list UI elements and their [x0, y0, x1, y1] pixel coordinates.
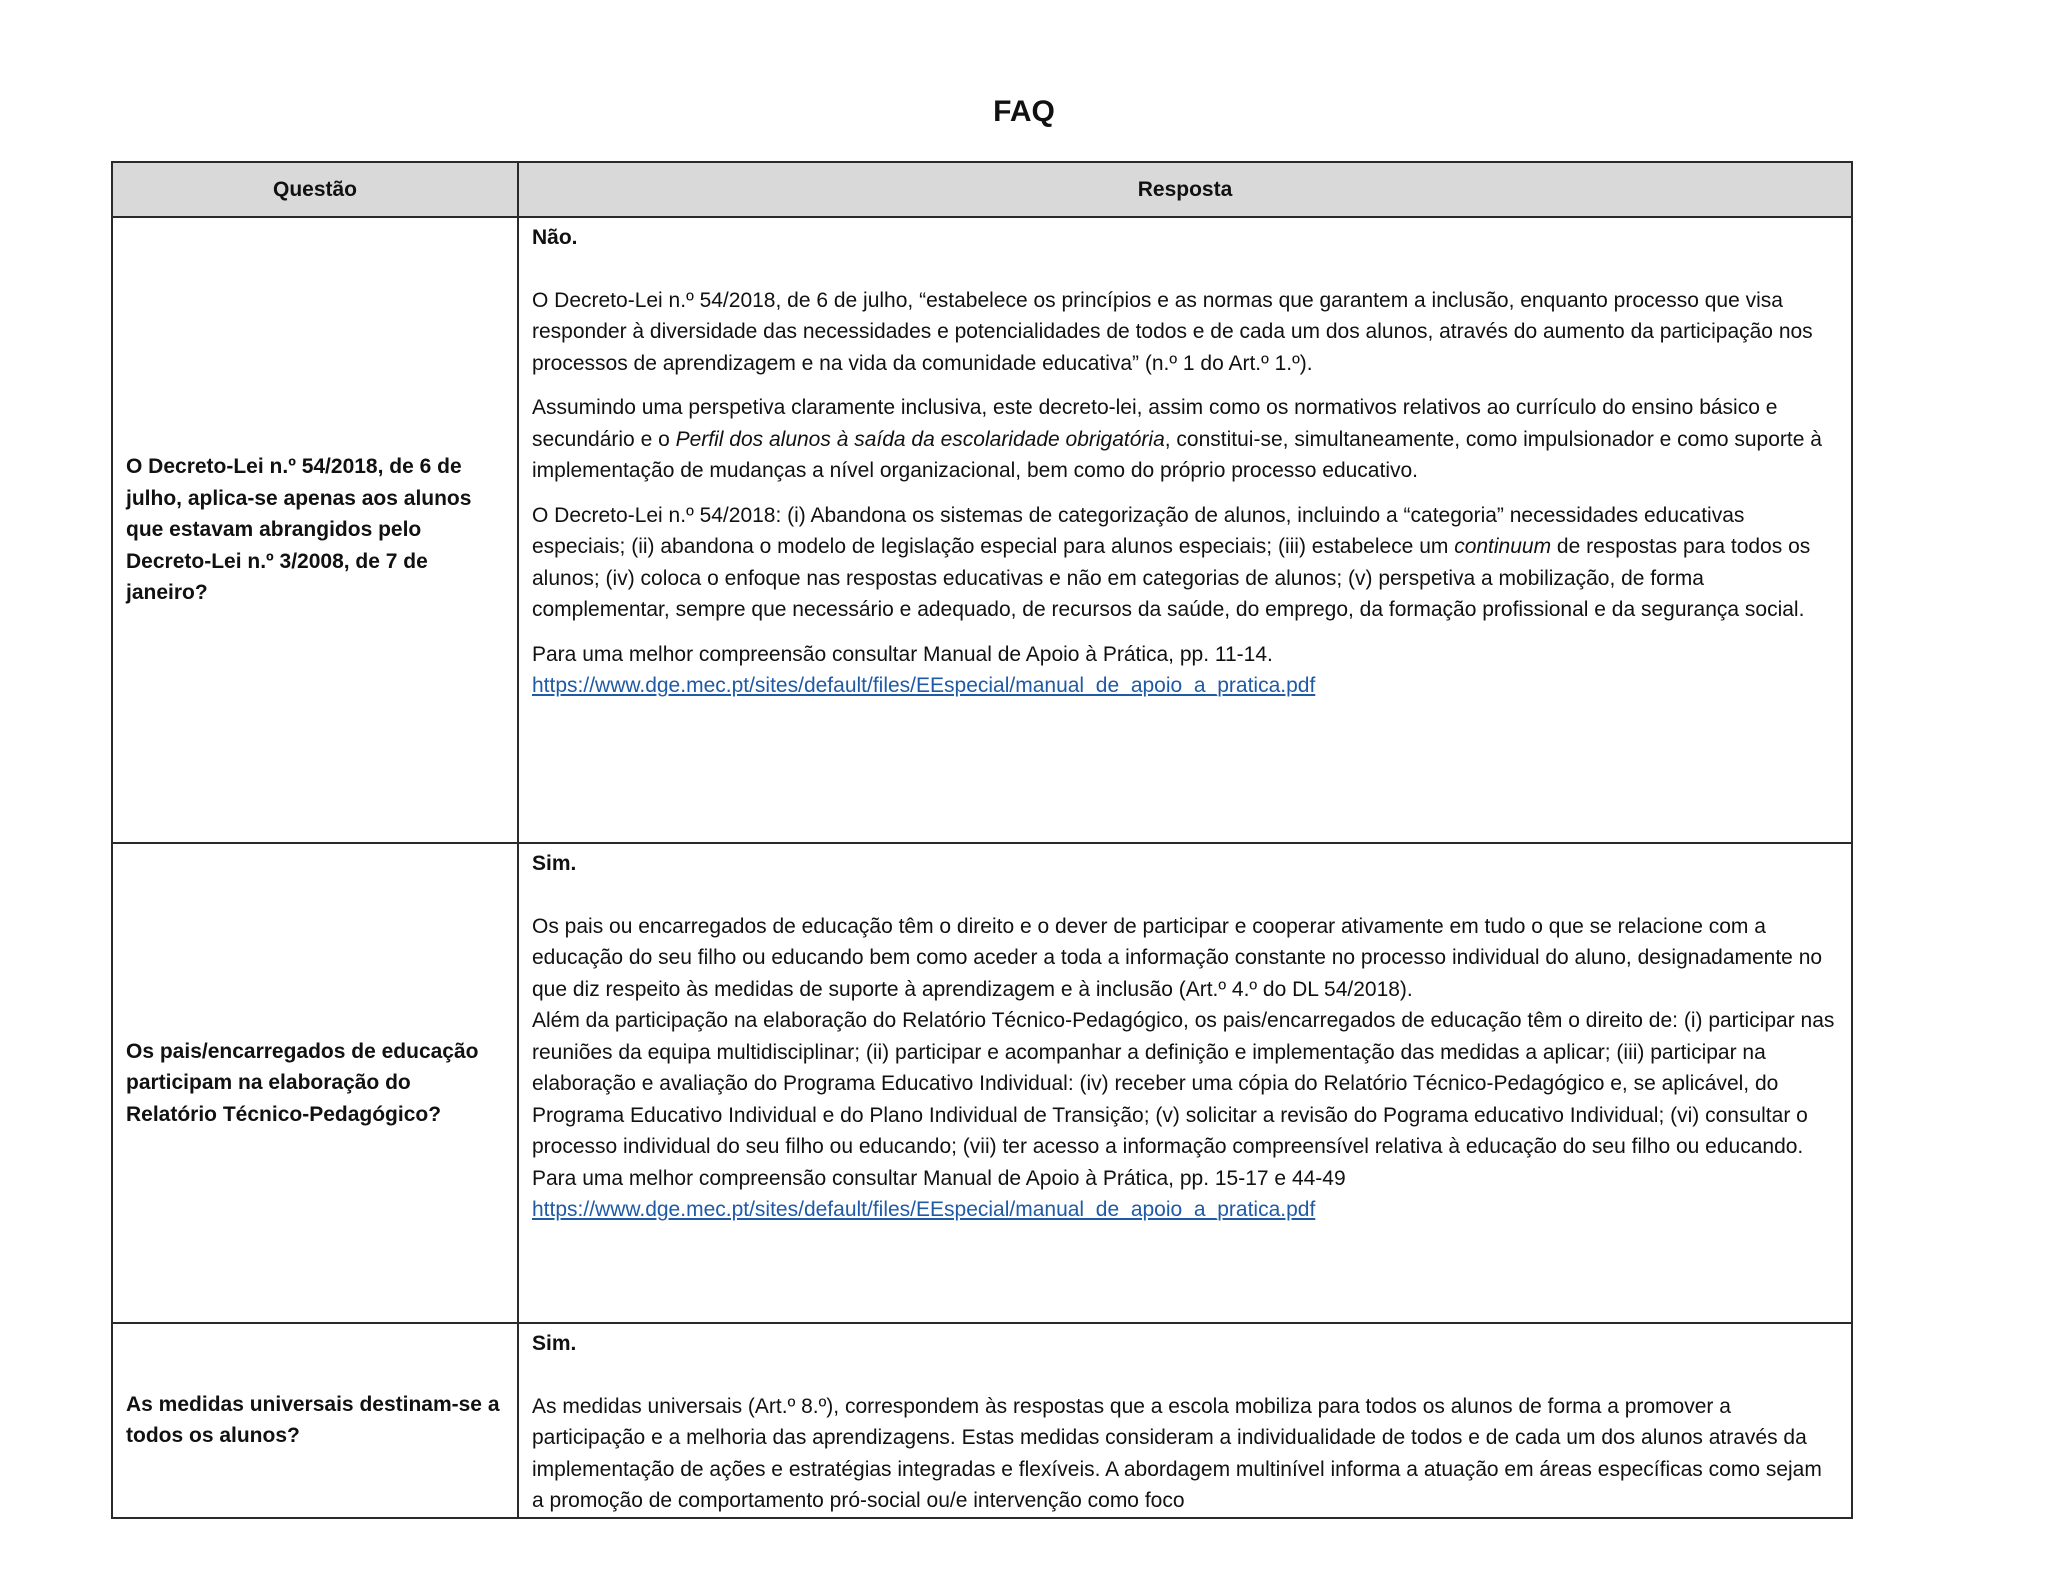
table-header-row: [112, 162, 1852, 217]
answer-italic-text: continuum: [1454, 535, 1552, 558]
answer-paragraph: [532, 639, 1838, 702]
answer-italic-text: Perfil dos alunos à saída da escolaridade obrigatória: [675, 427, 1165, 451]
column-header-answer: Resposta: [518, 162, 1852, 217]
answer-paragraph: O Decreto-Lei n.º 54/2018, de 6 de julho, “estabelece os princípios e as normas que garantem a inclusão, enquanto processo que visa responder à diversidade das necessidades e potencialidades de todos e de cada um dos alunos, através do aumento da participação nos processos de aprendizagem e na vida da comunidade educativa” (n.º 1 do Art.º 1.º).: [532, 288, 1813, 375]
question-cell: Os pais/encarregados de educação participam na elaboração do Relatório Técnico-Pedagógico?: [112, 843, 518, 1323]
manual-link[interactable]: https://www.dge.mec.pt/sites/default/files/EEspecial/manual_de_apoio_a_pratica.pdf: [532, 674, 1316, 697]
answer-paragraph: [532, 392, 1838, 487]
answer-text: de respostas para todos os alunos; (iv) coloca o enfoque nas respostas educativas e não em categorias de alunos; (v) perspetiva a mobilização, de forma complementar, sempre que necessário e adequado, de recursos da saúde, do emprego, da formação profissional e da segurança social.: [532, 535, 1811, 621]
faq-table: [111, 161, 1853, 1519]
answer-lead: Sim.: [532, 852, 577, 875]
answer-text: O Decreto-Lei n.º 54/2018: (i) Abandona os sistemas de categorização de alunos, incluindo a “categoria” necessidades educativas especiais; (ii) abandona o modelo de legislação especial para alunos especiais; (iii) estabelece um: [532, 503, 1745, 558]
answer-paragraph: Para uma melhor compreensão consultar Manual de Apoio à Prática, pp. 15-17 e 44-49: [532, 1166, 1346, 1190]
question-cell: O Decreto-Lei n.º 54/2018, de 6 de julho, aplica-se apenas aos alunos que estavam abrangidos pelo Decreto-Lei n.º 3/2008, de 7 de janeiro?: [112, 217, 518, 843]
table-row: [112, 843, 1852, 1323]
answer-cell: [518, 217, 1852, 843]
question-cell: As medidas universais destinam-se a todos os alunos?: [112, 1323, 518, 1518]
manual-link[interactable]: https://www.dge.mec.pt/sites/default/files/EEspecial/manual_de_apoio_a_pratica.pdf: [532, 1198, 1316, 1221]
column-header-question: Questão: [112, 162, 518, 217]
table-row: [112, 217, 1852, 843]
answer-paragraph: [532, 500, 1838, 626]
answer-cell: [518, 843, 1852, 1323]
table-row: [112, 1323, 1852, 1518]
answer-text: Assumindo uma perspetiva claramente inclusiva, este decreto-lei, assim como os normativos relativos ao currículo do ensino básico e secundário e o: [532, 396, 1778, 451]
answer-paragraph: Os pais ou encarregados de educação têm o direito e o dever de participar e cooperar ativamente em tudo o que se relacione com a educação do seu filho ou educando bem como aceder a toda a informação constante no processo individual do aluno, designadamente no que diz respeito às medidas de suporte à aprendizagem e à inclusão (Art.º 4.º do DL 54/2018).: [532, 914, 1823, 1001]
answer-paragraph: As medidas universais (Art.º 8.º), correspondem às respostas que a escola mobiliza para todos os alunos de forma a promover a participação e a melhoria das aprendizagens. Estas medidas consideram a individualidade de todos e de cada um dos alunos através da implementação de ações e estratégias integradas e flexíveis. A abordagem multinível informa a atuação em áreas específicas como sejam a promoção de comportamento pró-social ou/e intervenção como foco: [532, 1394, 1822, 1512]
answer-text: Para uma melhor compreensão consultar Manual de Apoio à Prática, pp. 11-14.: [532, 642, 1273, 666]
answer-paragraph: Além da participação na elaboração do Relatório Técnico-Pedagógico, os pais/encarregados de educação têm o direito de: (i) participar nas reuniões da equipa multidisciplinar; (ii) participar e acompanhar a definição e implementação das medidas a aplicar; (iii) participar na elaboração e avaliação do Programa Educativo Individual: (iv) receber uma cópia do Relatório Técnico-Pedagógico e, se aplicável, do Programa Educativo Individual e do Plano Individual de Transição; (v) solicitar a revisão do Pograma educativo Individual; (vi) consultar o processo individual do seu filho ou educando; (vii) ter acesso a informação compreensível relativa à educação do seu filho ou educando.: [532, 1009, 1835, 1158]
answer-cell: [518, 1323, 1852, 1518]
answer-text: , constitui-se, simultaneamente, como impulsionador e como suporte à implementação de mudanças a nível organizacional, bem como do próprio processo educativo.: [532, 427, 1822, 482]
answer-paragraph: [532, 1194, 1838, 1226]
answer-lead: Sim.: [532, 1332, 577, 1355]
page-title: FAQ: [993, 95, 1055, 128]
answer-lead: Não.: [532, 226, 578, 249]
